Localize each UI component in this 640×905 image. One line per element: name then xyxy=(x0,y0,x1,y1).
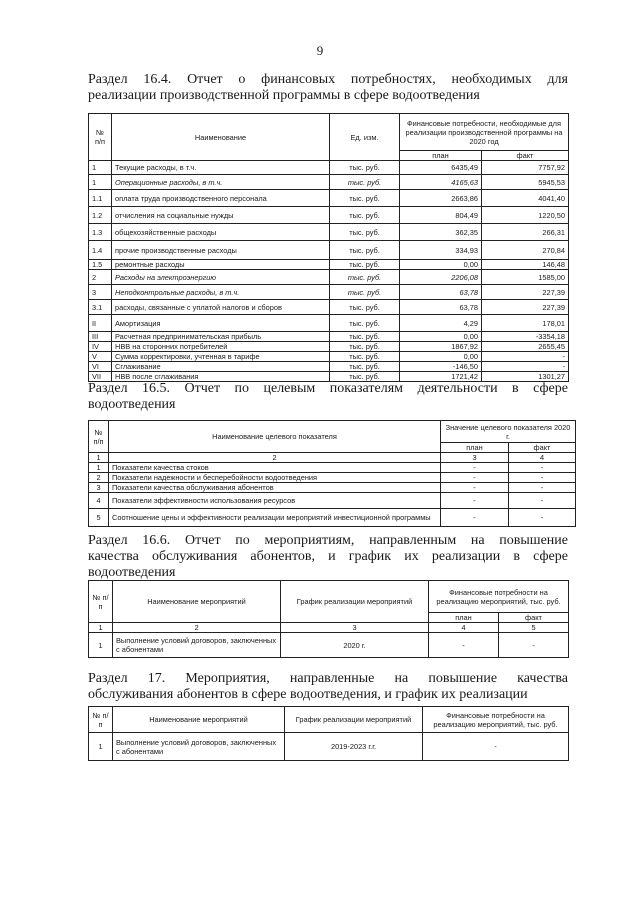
row-number-cell: 1 xyxy=(89,161,112,175)
row-number-cell: IV xyxy=(89,342,112,352)
row-unit-cell: тыс. руб. xyxy=(330,342,400,352)
col-header-value: Значение целевого показателя 2020 г. xyxy=(441,421,576,443)
col-header-fact: факт xyxy=(509,443,576,453)
row-name-cell: Показатели надежности и бесперебойности водоотведения xyxy=(109,473,441,483)
row-unit-cell: тыс. руб. xyxy=(330,332,400,342)
table-row xyxy=(89,509,576,527)
row-plan-cell: 63,78 xyxy=(400,285,482,300)
col-header-plan: план xyxy=(429,613,499,623)
row-name-cell: НВВ после сглаживания xyxy=(112,372,330,382)
row-name-cell: Расчетная предпринимательская прибыль xyxy=(112,332,330,342)
table-row xyxy=(89,260,569,270)
row-fact-cell: 4041,40 xyxy=(482,190,569,207)
page-number: 9 xyxy=(316,43,324,58)
row-fact-cell: 1301,27 xyxy=(482,372,569,382)
row-number-cell: 1.5 xyxy=(89,260,112,270)
row-name-cell: прочие производственные расходы xyxy=(112,241,330,260)
row-number-cell: VII xyxy=(89,372,112,382)
service-quality-measures-table xyxy=(88,706,569,761)
table-row xyxy=(89,315,569,332)
row-name-cell: Соотношение цены и эффективности реализации мероприятий инвестиционной программы xyxy=(109,509,441,527)
row-number-cell: 1.1 xyxy=(89,190,112,207)
row-fact-cell: 178,01 xyxy=(482,315,569,332)
row-plan-cell: -146,50 xyxy=(400,362,482,372)
row-unit-cell: тыс. руб. xyxy=(330,285,400,300)
row-number-cell: 1 xyxy=(89,633,113,658)
table-row xyxy=(89,207,569,224)
col-header-plan: план xyxy=(400,151,482,161)
table-row xyxy=(89,483,576,493)
row-fact-cell: 270,84 xyxy=(482,241,569,260)
row-number-cell: 1.3 xyxy=(89,224,112,241)
row-name-cell: Текущие расходы, в т.ч. xyxy=(112,161,330,175)
section-16-6-heading xyxy=(88,533,568,581)
table-row xyxy=(89,342,569,352)
index-cell: 3 xyxy=(441,453,509,463)
row-number-cell: 1 xyxy=(89,733,113,761)
row-fact-cell: 1585,00 xyxy=(482,270,569,285)
section-16-4-heading xyxy=(88,72,568,104)
row-fact-cell: - xyxy=(482,362,569,372)
row-plan-cell: 63,78 xyxy=(400,300,482,315)
row-unit-cell: тыс. руб. xyxy=(330,315,400,332)
row-name-cell: Расходы на электроэнергию xyxy=(112,270,330,285)
row-unit-cell: тыс. руб. xyxy=(330,372,400,382)
col-header-no: № п/п xyxy=(89,421,109,453)
row-number-cell: 2 xyxy=(89,270,112,285)
row-name-cell: Показатели эффективности использования ресурсов xyxy=(109,493,441,509)
row-schedule-cell: 2019-2023 г.г. xyxy=(285,733,423,761)
table-row xyxy=(89,352,569,362)
row-fact-cell: -3354,18 xyxy=(482,332,569,342)
row-plan-cell: 0,00 xyxy=(400,332,482,342)
row-fact-cell: - xyxy=(509,463,576,473)
row-name-cell: Сумма корректировки, учтенная в тарифе xyxy=(112,352,330,362)
row-plan-cell: - xyxy=(441,473,509,483)
row-plan-cell: 6435,49 xyxy=(400,161,482,175)
row-fact-cell: 227,39 xyxy=(482,285,569,300)
row-plan-cell: - xyxy=(429,633,499,658)
row-fact-cell: 227,39 xyxy=(482,300,569,315)
row-fact-cell: - xyxy=(509,483,576,493)
row-number-cell: 1 xyxy=(89,463,109,473)
table-row xyxy=(89,241,569,260)
col-header-no: № п/п xyxy=(89,707,113,733)
row-fact-cell: - xyxy=(509,509,576,527)
heading-line: качества обслуживания абонентов, и график их реализации в сфере xyxy=(88,549,568,564)
row-number-cell: 3 xyxy=(89,483,109,493)
index-cell: 5 xyxy=(499,623,569,633)
row-plan-cell: 334,93 xyxy=(400,241,482,260)
service-quality-report-table xyxy=(88,580,569,658)
heading-line: реализации производственной программы в сфере водоотведения xyxy=(88,88,480,103)
row-plan-cell: 0,00 xyxy=(400,260,482,270)
row-name-cell: оплата труда производственного персонала xyxy=(112,190,330,207)
table-row xyxy=(89,372,569,382)
row-plan-cell: 1721,42 xyxy=(400,372,482,382)
row-fact-cell: - xyxy=(482,352,569,362)
row-plan-cell: 2663,86 xyxy=(400,190,482,207)
row-name-cell: Показатели качества стоков xyxy=(109,463,441,473)
index-cell: 1 xyxy=(89,453,109,463)
heading-line: водоотведения xyxy=(88,397,176,412)
col-header-schedule: График реализации мероприятий xyxy=(285,707,423,733)
row-fin-cell: - xyxy=(423,733,569,761)
index-cell: 4 xyxy=(429,623,499,633)
row-unit-cell: тыс. руб. xyxy=(330,300,400,315)
heading-line: обслуживания абонентов в сфере водоотведения, и график их реализации xyxy=(88,687,528,702)
target-indicators-table xyxy=(88,420,576,527)
index-cell: 3 xyxy=(281,623,429,633)
row-unit-cell: тыс. руб. xyxy=(330,260,400,270)
row-name-cell: Амортизация xyxy=(112,315,330,332)
row-plan-cell: 0,00 xyxy=(400,352,482,362)
row-name-cell: общехозяйственные расходы xyxy=(112,224,330,241)
table-row xyxy=(89,270,569,285)
row-unit-cell: тыс. руб. xyxy=(330,161,400,175)
row-plan-cell: 2206,08 xyxy=(400,270,482,285)
row-name-cell: НВВ на сторонних потребителей xyxy=(112,342,330,352)
row-name-cell: Сглаживание xyxy=(112,362,330,372)
row-plan-cell: 362,35 xyxy=(400,224,482,241)
table-row xyxy=(89,473,576,483)
heading-line: Раздел 16.6. Отчет по мероприятиям, направленным на повышение xyxy=(88,533,568,548)
row-name-cell: расходы, связанные с уплатой налогов и сборов xyxy=(112,300,330,315)
col-header-fact: факт xyxy=(482,151,569,161)
row-fact-cell: 5945,53 xyxy=(482,175,569,190)
row-number-cell: 3 xyxy=(89,285,112,300)
row-fact-cell: - xyxy=(509,493,576,509)
table-row xyxy=(89,733,569,761)
table-row xyxy=(89,190,569,207)
table-row xyxy=(89,493,576,509)
financial-needs-table xyxy=(88,113,569,382)
row-unit-cell: тыс. руб. xyxy=(330,241,400,260)
row-plan-cell: - xyxy=(441,463,509,473)
col-header-no: № п/п xyxy=(89,114,112,161)
col-header-plan: план xyxy=(441,443,509,453)
row-unit-cell: тыс. руб. xyxy=(330,224,400,241)
col-header-fin: Финансовые потребности, необходимые для реализации производственной программы на 2020 год xyxy=(400,114,569,151)
row-number-cell: 3.1 xyxy=(89,300,112,315)
table-row xyxy=(89,362,569,372)
row-name-cell: ремонтные расходы xyxy=(112,260,330,270)
col-header-name: Наименование xyxy=(112,114,330,161)
table-row xyxy=(89,633,569,658)
row-number-cell: 5 xyxy=(89,509,109,527)
row-name-cell: Неподконтрольные расходы, в т.ч. xyxy=(112,285,330,300)
col-header-name: Наименование мероприятий xyxy=(113,581,281,623)
row-name-cell: Выполнение условий договоров, заключенных с абонентами xyxy=(113,733,285,761)
row-number-cell: 1 xyxy=(89,175,112,190)
index-cell: 2 xyxy=(109,453,441,463)
heading-line: Раздел 16.4. Отчет о финансовых потребностях, необходимых для xyxy=(88,72,568,87)
table-row xyxy=(89,224,569,241)
row-fact-cell: 1220,50 xyxy=(482,207,569,224)
row-schedule-cell: 2020 г. xyxy=(281,633,429,658)
table-row xyxy=(89,161,569,175)
row-unit-cell: тыс. руб. xyxy=(330,175,400,190)
row-unit-cell: тыс. руб. xyxy=(330,352,400,362)
table-row xyxy=(89,300,569,315)
row-fact-cell: - xyxy=(499,633,569,658)
row-plan-cell: - xyxy=(441,483,509,493)
row-fact-cell: 2655,45 xyxy=(482,342,569,352)
row-plan-cell: 1867,92 xyxy=(400,342,482,352)
row-number-cell: 1.4 xyxy=(89,241,112,260)
row-unit-cell: тыс. руб. xyxy=(330,270,400,285)
row-unit-cell: тыс. руб. xyxy=(330,190,400,207)
row-unit-cell: тыс. руб. xyxy=(330,207,400,224)
heading-line: Раздел 17. Мероприятия, направленные на повышение качества xyxy=(88,671,568,686)
row-number-cell: II xyxy=(89,315,112,332)
col-header-fin: Финансовые потребности на реализацию мероприятий, тыс. руб. xyxy=(429,581,569,613)
table-row xyxy=(89,332,569,342)
col-header-name: Наименование мероприятий xyxy=(113,707,285,733)
col-header-fact: факт xyxy=(499,613,569,623)
section-16-5-heading xyxy=(88,381,568,413)
row-plan-cell: 804,49 xyxy=(400,207,482,224)
row-plan-cell: 4,29 xyxy=(400,315,482,332)
row-fact-cell: 146,48 xyxy=(482,260,569,270)
col-header-schedule: График реализации мероприятий xyxy=(281,581,429,623)
row-fact-cell: - xyxy=(509,473,576,483)
heading-line: водоотведения xyxy=(88,565,176,580)
heading-line: Раздел 16.5. Отчет по целевым показателям деятельности в сфере xyxy=(88,381,568,396)
section-17-heading xyxy=(88,671,568,703)
row-plan-cell: 4165,63 xyxy=(400,175,482,190)
row-plan-cell: - xyxy=(441,509,509,527)
table-row xyxy=(89,285,569,300)
row-plan-cell: - xyxy=(441,493,509,509)
row-number-cell: 1.2 xyxy=(89,207,112,224)
col-header-no: № п/п xyxy=(89,581,113,623)
row-unit-cell: тыс. руб. xyxy=(330,362,400,372)
col-header-unit: Ед. изм. xyxy=(330,114,400,161)
row-name-cell: отчисления на социальные нужды xyxy=(112,207,330,224)
row-fact-cell: 266,31 xyxy=(482,224,569,241)
table-row xyxy=(89,463,576,473)
row-number-cell: V xyxy=(89,352,112,362)
index-cell: 2 xyxy=(113,623,281,633)
row-number-cell: 4 xyxy=(89,493,109,509)
col-header-name: Наименование целевого показателя xyxy=(109,421,441,453)
col-header-fin: Финансовые потребности на реализацию мероприятий, тыс. руб. xyxy=(423,707,569,733)
row-number-cell: VI xyxy=(89,362,112,372)
row-fact-cell: 7757,92 xyxy=(482,161,569,175)
index-cell: 1 xyxy=(89,623,113,633)
row-number-cell: 2 xyxy=(89,473,109,483)
row-number-cell: III xyxy=(89,332,112,342)
row-name-cell: Выполнение условий договоров, заключенных с абонентами xyxy=(113,633,281,658)
index-cell: 4 xyxy=(509,453,576,463)
table-row xyxy=(89,175,569,190)
row-name-cell: Показатели качества обслуживания абонентов xyxy=(109,483,441,493)
row-name-cell: Операционные расходы, в т.ч. xyxy=(112,175,330,190)
